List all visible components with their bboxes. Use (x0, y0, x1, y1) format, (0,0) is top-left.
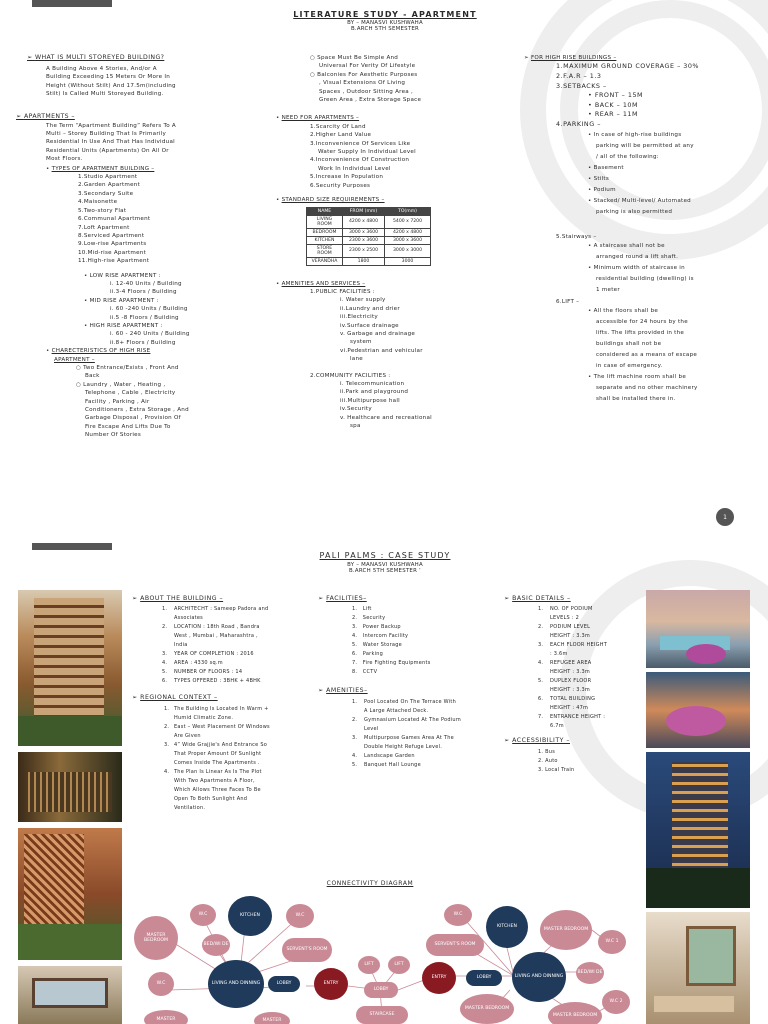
node-living-dining: LIVING AND DINNING (208, 960, 264, 1008)
basic-details-section: ➢ BASIC DETAILS – 1. NO. OF PODIUM LEVELS : 2 2. PODIUM LEVEL HEIGHT : 3.3m 3. EACH FLOOR HEIGHT : 3.6m 4. REFUGEE AREA HEIGHT : 3.3m 5. DUPLEX FLOOR HEIGHT : 3.3m 6. TOTAL BUILDING HEIGHT : 47m 7. ENTRANCE HEIGHT : 6.7m ➢ ACCESSIBILITY – 1. Bus 2. Auto 3. Local Train (504, 595, 644, 775)
page-number: 1 (723, 513, 727, 521)
parking-text: • In case of high-rise buildings parking will be permitted at any / all of the following: • Basement • Stilts • Podium • Stacked/ Multi-level/ Automated parking is also permitted (588, 131, 694, 215)
tower-night-photo (646, 752, 750, 908)
window-view (686, 926, 736, 986)
sofa (654, 996, 734, 1012)
living-room-photo (646, 912, 750, 1024)
window (32, 978, 108, 1008)
garden (18, 924, 122, 960)
node-wc: W.C (148, 972, 174, 996)
low-rise: • LOW RISE APARTMENT : (84, 272, 161, 279)
parking: 4.PARKING – (556, 119, 601, 128)
char-heading: • CHARECTERISTICS OF HIGH RISE (46, 348, 151, 355)
node-kitchen: KITCHEN (486, 906, 528, 948)
trees (646, 868, 750, 908)
node-kitchen: KITCHEN (228, 896, 272, 936)
building-facade-photo (18, 590, 122, 746)
col2 (276, 54, 496, 430)
node-staircase: STAIRCASE (356, 1006, 408, 1024)
need-heading: • NEED FOR APARTMENTS – (276, 115, 360, 122)
bougainvillea (666, 706, 726, 736)
community-list: i. Telecommunication ii.Park and playground iii.Multipurpose hall iv.Security v. Healthcare and recreational spa (340, 380, 432, 429)
amenities-list: 1. Pool Located On The Terrace With A Large Attached Deck. 2. Gymnasium Located At The Podium Level 3. Multipurpose Games Area At The Double Height Refuge Level. 4. Landscape Garden 5. Banquet Hall Lounge (352, 698, 461, 768)
facilities-list: 1. Lift 2. Security 3. Power Backup 4. Intercom Facility 5. Water Storage 6. Parking 7. Fire Fighting Equipments 8. CCTV (352, 606, 431, 676)
header-bar (32, 543, 112, 550)
table-row: STORE ROOM 2300 x 2500 3000 x 3000 (307, 244, 431, 257)
node-master: MASTER (144, 1010, 188, 1024)
node-wc: W.C (190, 904, 216, 926)
std-heading: • STANDARD SIZE REQUIREMENTS – (276, 197, 385, 204)
section-heading: ➢ APARTMENTS – (16, 112, 75, 120)
node-master-bedroom: MASTER BEDROOM (134, 916, 178, 960)
public-heading: 1.PUBLIC FACILITIES : (310, 288, 375, 295)
node-master: MASTER (254, 1012, 290, 1024)
community-heading: 2.COMMUNITY FACILITIES : (310, 372, 391, 379)
table-header-row: NAME FROM (mm) TO(mm) (307, 207, 431, 215)
col1 (16, 54, 256, 440)
node-bed-wc: BED/WI DE (202, 934, 230, 956)
table-row: VERANDHA 1800 3000 (307, 257, 431, 265)
pool-sunset-photo (646, 590, 750, 668)
node-lobby: LOBBY (364, 982, 398, 998)
regional-list: 1. The Building Is Located In Warm + Humid Climatic Zone. 2. East – West Placement Of Windows Are Given 3. 4” Wide Grajjie's And Entrance So That Proper Amount Of Sunlight Comes Inside The Apartments . 4. The Plan Is Linear As Is The Plot With Two Apartments A Floor, Which Allows Three Faces To Be Open To Both Sunlight And Ventilation. (164, 705, 270, 811)
need-list: 1.Scarcity Of Land 2.Higher Land Value 3.Inconvenience Of Services Like Water Supply In Individual Level 4.Inconvenience Of Construction Work In Individual Level 5.Increase In Population 6.Security Purposes (310, 123, 416, 189)
node-lift: LIFT (358, 956, 380, 974)
terrace-dusk-photo (646, 672, 750, 748)
far: 2.F.A.R – 1.3 (556, 72, 602, 80)
types-list: 1.Studio Apartment 2.Garden Apartment 3.Secondary Suite 4.Maisonette 5.Two-story Flat 6.Communal Apartment 7.Loft Apartment 8.Serviced Apartment 9.Low-rise Apartments 10.Mid-rise Apartment 11.High-rise Apartment (78, 174, 151, 265)
about-list: 1. ARCHITECHT : Sameep Padora and Associates 2. LOCATION : 18th Road , Bandra West , Mumbai , Maharashtra , India 3. YEAR OF COMPLETION : 2016 4. AREA : 4330 sq.m 5. NUMBER OF FLOORS : 14 6. TYPES OFFERED : 3BHK + 4BHK (162, 606, 269, 685)
node-wc1: W.C 1 (598, 930, 626, 954)
high-rise-items: i. 60 - 240 Units / Building ii.8+ Floors / Building (110, 331, 190, 346)
size-table (306, 207, 431, 266)
page-title: PALI PALMS : CASE STUDY BY – MANASVI KUSHWAHA B.ARCH 5TH SEMESTER ‘ (319, 551, 451, 575)
about-section: ➢ ABOUT THE BUILDING – 1. ARCHITECHT : Sameep Padora and Associates 2. LOCATION : 18th Road , Bandra West , Mumbai , Maharashtra , India 3. YEAR OF COMPLETION : 2016 4. AREA : 4330 sq.m 5. NUMBER OF FLOORS : 14 6. TYPES OFFERED : 3BHK + 4BHK ➢ REGIONAL CONTEXT – 1. The Building Is Located In Warm + Humid Climatic Zone. 2. East – West Placement Of Windows Are Given 3. 4” Wide Grajjie's And Entrance So That Proper Amount Of Sunlight Comes Inside The Apartments . 4. The Plan Is Linear As Is The Plot With Two Apartments A Floor, Which Allows Three Faces To Be Open To Both Sunlight And Ventilation. (132, 595, 312, 813)
node-bed-wc: BED/WI DE (576, 962, 604, 984)
basic-list: 1. NO. OF PODIUM LEVELS : 2 2. PODIUM LEVEL HEIGHT : 3.3m 3. EACH FLOOR HEIGHT : 3.6m 4. REFUGEE AREA HEIGHT : 3.3m 5. DUPLEX FLOOR HEIGHT : 3.3m 6. TOTAL BUILDING HEIGHT : 47m 7. ENTRANCE HEIGHT : 6.7m (538, 606, 608, 730)
courtyard-photo (18, 752, 122, 822)
screen-pattern (28, 772, 112, 812)
max-ground-coverage: 1.MAXIMUM GROUND COVERAGE – 30% (556, 62, 699, 71)
stairways: 5.Stairways – (556, 233, 597, 240)
flowers (686, 644, 726, 664)
hr-heading: ➢ FOR HIGH RISE BUILDINGS – (524, 55, 617, 61)
mid-rise-items: i. 60 -240 Units / Building ii.5 -8 Floors / Building (110, 306, 188, 321)
amen-heading: • AMENITIES AND SERVICES – (276, 280, 366, 287)
setback-list: • FRONT – 15M • BACK – 10M • REAR – 11M (588, 91, 644, 119)
setbacks: 3.SETBACKS – (556, 81, 607, 90)
node-living-dining: LIVING AND DINNING (512, 952, 566, 1002)
jali-photo (18, 828, 122, 960)
lift: 6.LIFT – (556, 298, 580, 305)
stair-text: • A staircase shall not be arranged round a lift shaft. • Minimum width of staircase in residential building (dwelling) is 1 meter (588, 242, 694, 293)
space-list: ○ Space Must Be Simple And Universal For Verity Of Lifestyle ○ Balconies For Aesthetic Purposes , Visual Extensions Of Living Spaces , Outdoor Sitting Area , Green Area , Extra Storage Space (310, 55, 422, 104)
public-list: i. Water supply ii.Laundry and drier iii.Electricity iv.Surface drainage v. Garbage and drainage system vi.Pedestrian and vehicular lane (340, 297, 423, 363)
node-master-bedroom: MASTER BEDROOM (460, 994, 514, 1024)
char-list: ○ Two Entrance/Exists , Front And Back ○ Laundry , Water , Heating , Telephone , Cable , Electricity Facility , Parking , Air Conditioners , Extra Storage , And Garbage Disposal , Provision Of Fire Escape And Lifts Due To Number Of Stories (76, 365, 189, 439)
page-title: LITERATURE STUDY - APARTMENT BY – MANASVI KUSHWAHA B.ARCH 5TH SEMESTER (293, 10, 477, 33)
diagram-title: CONNECTIVITY DIAGRAM (326, 880, 414, 887)
table-row: LIVING ROOM 4200 x 4800 5400 x 7200 (307, 215, 431, 228)
jali-screen (24, 834, 84, 924)
multi-text: A Building Above 4 Stories, And/or A Building Exceeding 15 Meters Or More In Height (Without Stilt) And 17.5m(including Stilt) Is Called Multi Storeyed Building. (46, 66, 176, 98)
node-lobby: LOBBY (466, 970, 502, 986)
table-row: KITCHEN 2300 x 3600 3000 x 3600 (307, 236, 431, 244)
apts-text: The Term “Apartment Building” Refers To A Multi – Storey Building That Is Primarily Residential In Use And That Has Individual Residential Units (Apartments) On All Or Most Floors. (46, 122, 176, 163)
node-entry: ENTRY (422, 962, 456, 994)
interior-photo (18, 966, 122, 1024)
facilities-section: ➢ FACILITIES– 1. Lift 2. Security 3. Power Backup 4. Intercom Facility 5. Water Storage 6. Parking 7. Fire Fighting Equipments 8. CCTV ➢ AMENITIES– 1. Pool Located On The Terrace With A Large Attached Deck. 2. Gymnasium Located At The Podium Level 3. Multipurpose Games Area At The Double Height Refuge Level. 4. Landscape Garden 5. Banquet Hall Lounge (318, 595, 498, 770)
node-lift: LIFT (388, 956, 410, 974)
header-bar (32, 0, 112, 7)
char-heading-2: APARTMENT – (54, 356, 95, 363)
types-heading: • TYPES OF APARTMENT BUILDING – (46, 165, 155, 172)
node-master-bedroom: MASTER BEDROOM (540, 910, 592, 950)
high-rise: • HIGH RISE APARTMENT : (84, 322, 163, 329)
node-entry: ENTRY (314, 968, 348, 1000)
node-servants-room: SERVENT'S ROOM (282, 938, 332, 962)
low-rise-items: i. 12-40 Units / Building ii.3-4 Floors / Building (110, 280, 182, 296)
section-heading: ➢ WHAT IS MULTI STOREYED BUILDING? (27, 54, 165, 61)
access-list: 1. Bus 2. Auto 3. Local Train (538, 748, 575, 773)
page-number-badge (716, 508, 734, 526)
node-lobby: LOBBY (268, 976, 300, 992)
node-wc: W.C (444, 904, 472, 926)
mid-rise: • MID RISE APARTMENT : (84, 297, 159, 304)
table-row: BEDROOM 3000 x 3600 4200 x 4800 (307, 228, 431, 236)
node-wc: W.C (286, 904, 314, 928)
greenery (18, 716, 122, 746)
node-servants-room: SERVENT'S ROOM (426, 934, 484, 956)
lift-text: • All the floors shall be accessible for 24 hours by the lifts. The lifts provided in the buildings shall not be considered as a means of escape in case of emergency. • The lift machine room shall be separate and no other machinery shall be installed there in. (588, 308, 698, 403)
facade-louvres (34, 598, 104, 728)
node-wc2: W.C 2 (602, 990, 630, 1014)
node-master-bedroom: MASTER BEDROOM (548, 1002, 602, 1024)
col3 (524, 54, 760, 405)
